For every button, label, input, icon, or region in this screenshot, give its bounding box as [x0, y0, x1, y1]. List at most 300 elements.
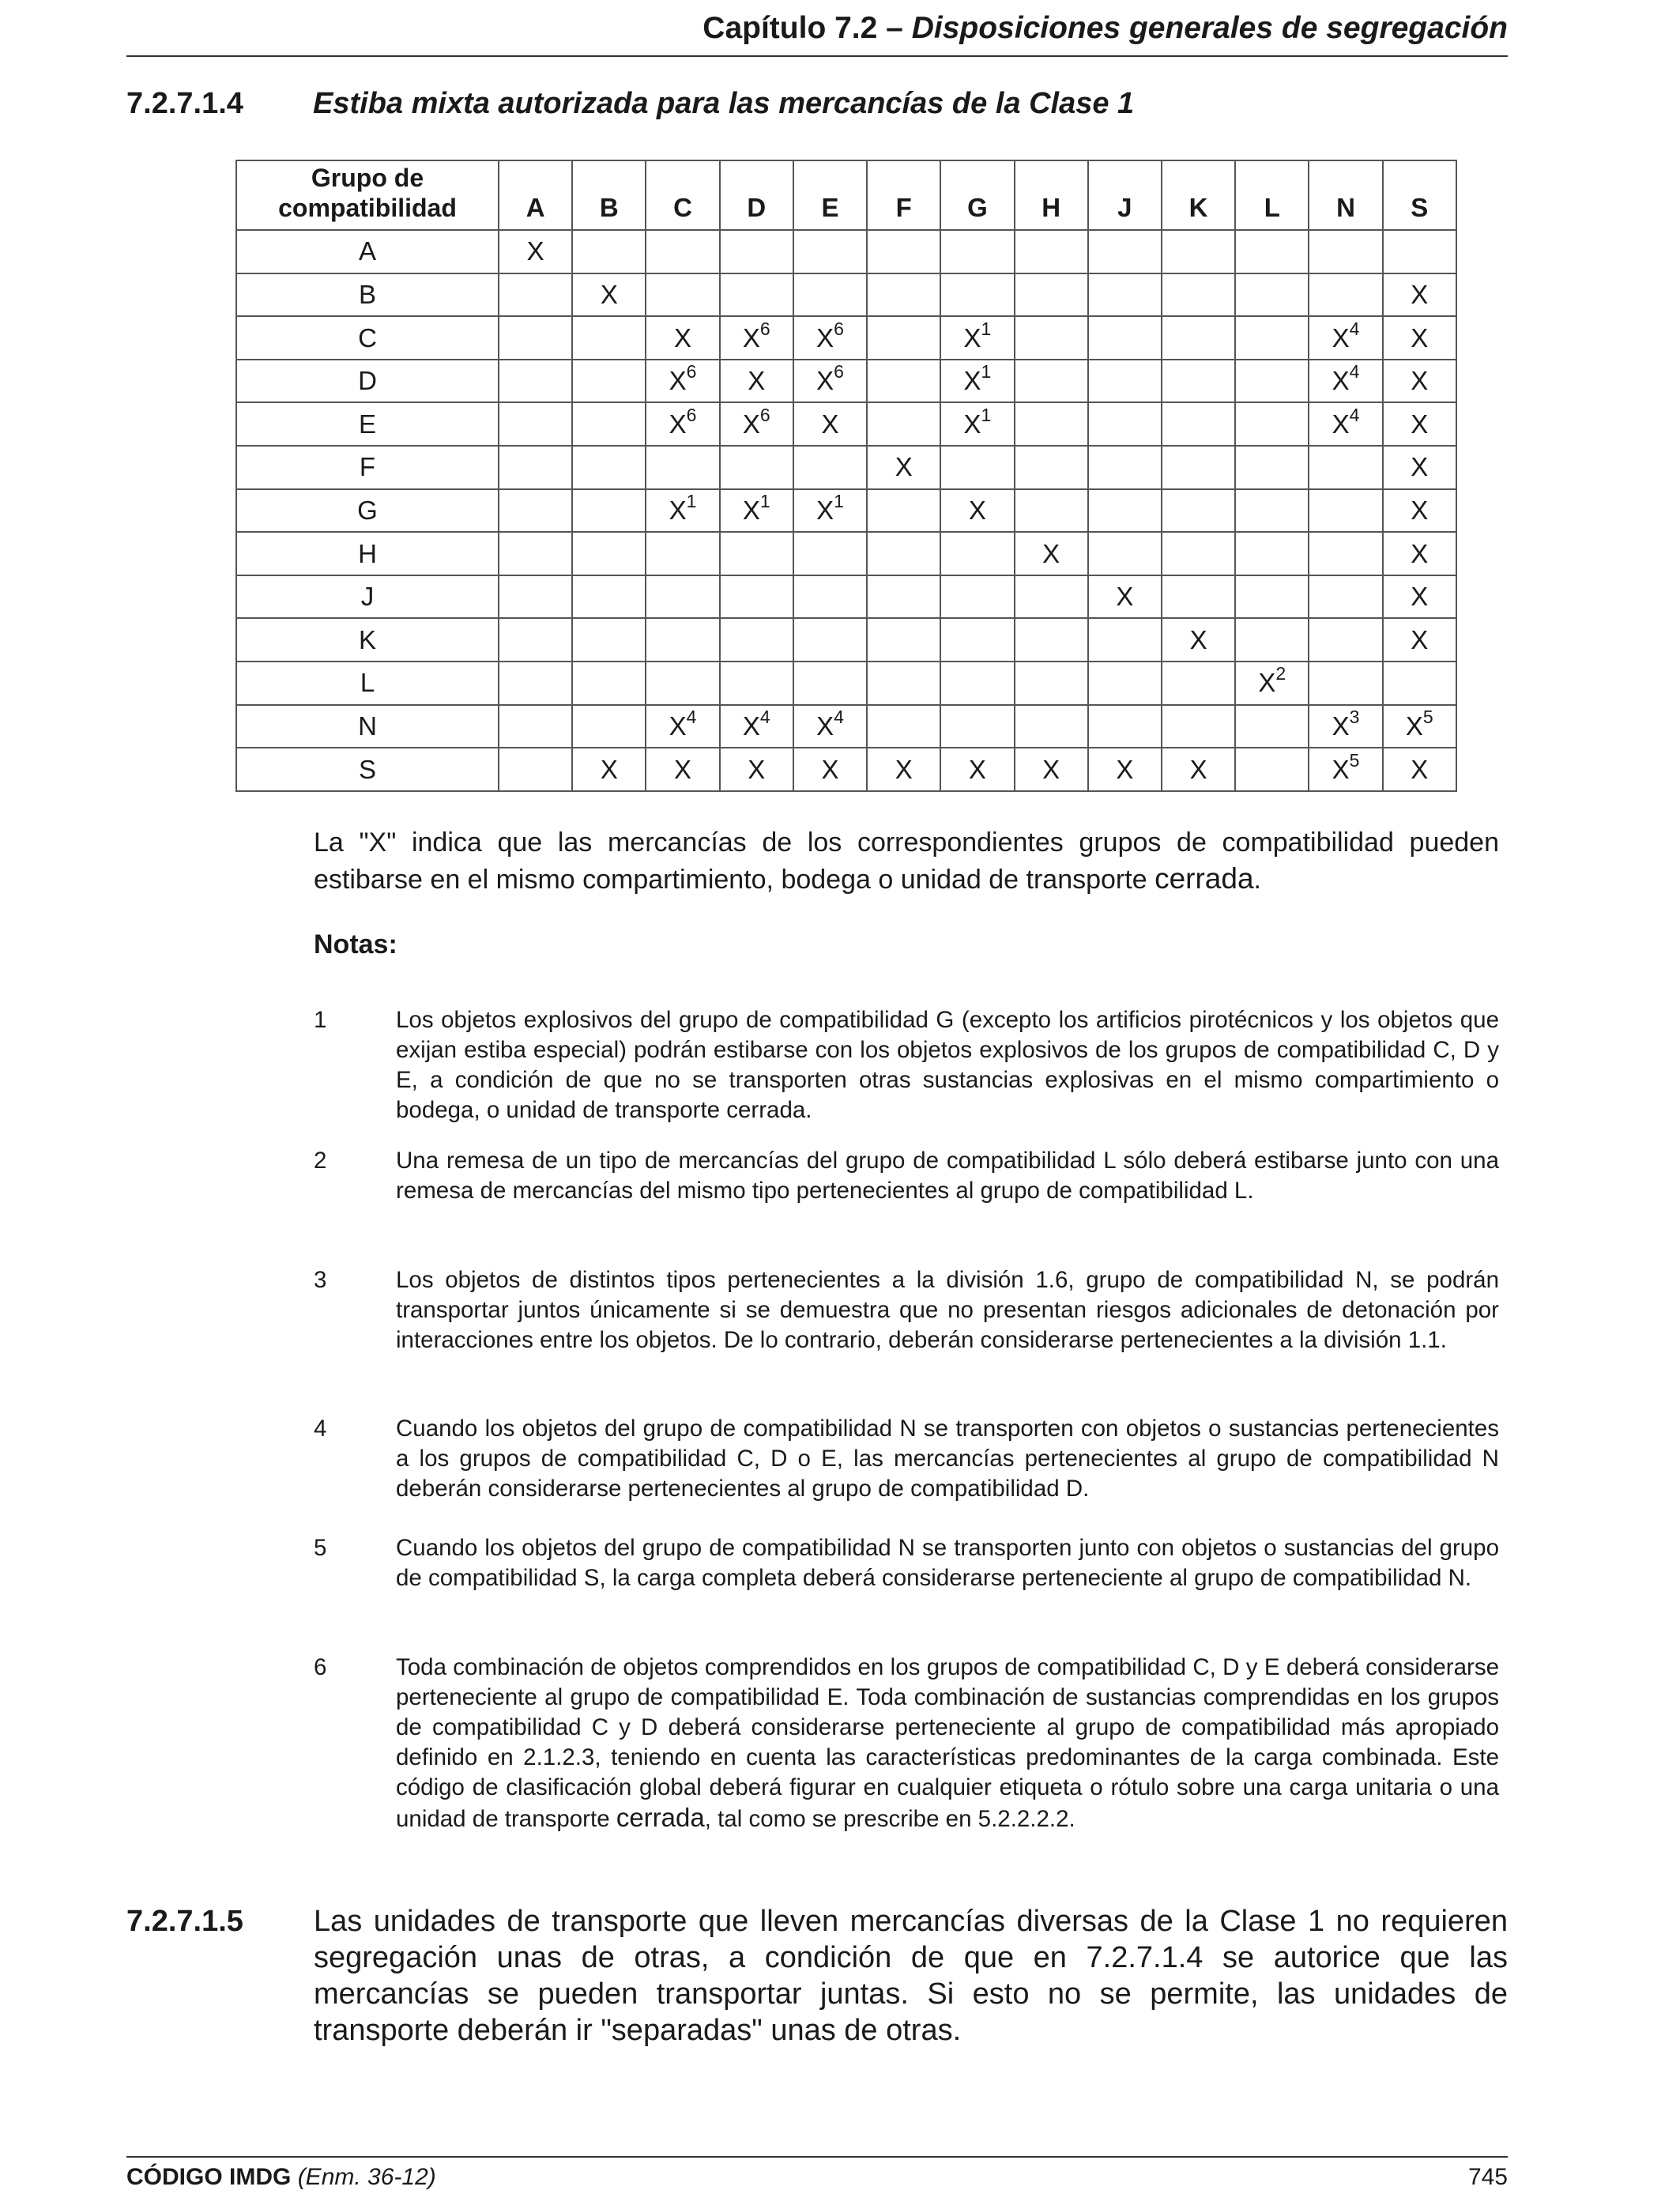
cell-note-ref: 6: [759, 318, 770, 339]
table-cell: [793, 360, 867, 403]
table-cell: [940, 705, 1014, 748]
table-header-row: [236, 160, 1456, 230]
table-cell: [940, 230, 1014, 273]
cell-note-ref: 5: [1349, 749, 1360, 771]
column-header: A: [499, 160, 572, 230]
table-cell: [1309, 446, 1382, 489]
cell-note-ref: 6: [759, 404, 770, 425]
table-cell: [867, 402, 940, 446]
table-cell: [1015, 748, 1088, 791]
table-cell: [1015, 402, 1088, 446]
table-cell: [1015, 575, 1088, 619]
table-row: [236, 618, 1456, 662]
cell-note-ref: 1: [686, 490, 697, 511]
cell-mark: X: [674, 754, 692, 784]
table-cell: [646, 532, 719, 575]
table-cell: [1309, 402, 1382, 446]
table-cell: [1088, 446, 1162, 489]
table-cell: [1383, 402, 1456, 446]
table-cell: [1235, 489, 1309, 533]
section-number: 7.2.7.1.4: [126, 87, 243, 120]
cell-note-ref: 1: [759, 490, 770, 511]
note-text: Una remesa de un tipo de mercancías del grupo de compatibilidad L sólo deberá estibarse junto con una remesa de mercancías del mismo tipo pertenecientes al grupo de compatibilidad L.: [396, 1148, 1499, 1204]
table-cell: [793, 618, 867, 662]
row-label: K: [236, 618, 499, 662]
cell-note-ref: 6: [686, 361, 697, 383]
cell-mark: X: [816, 711, 834, 741]
table-cell: [1235, 360, 1309, 403]
row-label: H: [236, 532, 499, 575]
column-header: H: [1015, 160, 1088, 230]
table-cell: [793, 273, 867, 317]
table-cell: [646, 273, 719, 317]
table-cell: [1015, 662, 1088, 705]
note-text: Los objetos explosivos del grupo de compatibilidad G (excepto los artificios pirotécnicos y los objetos que exijan estiba especial) podrán estibarse con los objetos explosivos de los grupos de compatibilidad C, D y E, a condición de que no se transporten otras sustancias explosivas en el mismo compartimiento o bodega, o unidad de transporte cerrada.: [396, 1007, 1499, 1123]
footer-left: [126, 2164, 436, 2190]
table-cell: [1088, 532, 1162, 575]
table-cell: [720, 532, 793, 575]
table-cell: [1162, 662, 1235, 705]
table-row: [236, 402, 1456, 446]
cell-mark: X: [1411, 495, 1429, 525]
table-cell: [1162, 230, 1235, 273]
cell-mark: X: [963, 322, 981, 352]
table-cell: [1162, 532, 1235, 575]
note-3: [314, 1265, 1499, 1355]
table-cell: [720, 705, 793, 748]
cell-mark: X: [748, 366, 766, 396]
note-5: [314, 1533, 1499, 1593]
table-cell: [1309, 230, 1382, 273]
table-cell: [1088, 705, 1162, 748]
table-cell: [1162, 489, 1235, 533]
table-cell: [1088, 273, 1162, 317]
table-cell: [940, 446, 1014, 489]
column-header: J: [1088, 160, 1162, 230]
table-cell: [940, 748, 1014, 791]
row-label: L: [236, 662, 499, 705]
cell-mark: X: [963, 366, 981, 396]
table-cell: [940, 402, 1014, 446]
cell-mark: X: [1332, 322, 1350, 352]
table-cell: [940, 273, 1014, 317]
table-cell: [572, 316, 646, 360]
table-cell: [499, 532, 572, 575]
note-1: [314, 1005, 1499, 1125]
table-cell: [1309, 532, 1382, 575]
cell-mark: X: [821, 754, 839, 784]
table-cell: [646, 748, 719, 791]
table-cell: [1015, 618, 1088, 662]
table-cell: [1162, 618, 1235, 662]
table-cell: [499, 575, 572, 619]
cell-mark: X: [1332, 711, 1350, 741]
table-cell: [867, 705, 940, 748]
note-text: Los objetos de distintos tipos pertenecientes a la división 1.6, grupo de compatibilidad N, se podrán transportar juntos únicamente si se demuestra que no presentan riesgos adicionales de detonación por interacciones entre los objetos. De lo contrario, deberán considerarse pertenecientes a la división 1.1.: [396, 1267, 1499, 1353]
table-cell: [1383, 273, 1456, 317]
table-cell: [1162, 360, 1235, 403]
table-cell: [940, 532, 1014, 575]
table-cell: [499, 748, 572, 791]
cell-mark: X: [669, 366, 687, 396]
table-cell: [793, 316, 867, 360]
table-cell: [720, 230, 793, 273]
table-cell: [572, 273, 646, 317]
table-cell: [572, 575, 646, 619]
table-row: [236, 532, 1456, 575]
row-label: B: [236, 273, 499, 317]
row-label: E: [236, 402, 499, 446]
note-6-text: Toda combinación de objetos comprendidos en los grupos de compatibilidad C, D y E deberá considerarse perteneciente al grupo de compatibilidad E. Toda combinación de sustancias comprendidas en los grupos de compatibilidad C y D deberá considerarse perteneciente al grupo de compatibilidad más apropiado definido en 2.1.2.3, teniendo en cuenta las características predominantes de la carga combinada. Este código de clasificación global deberá figurar en cualquier etiqueta o rótulo sobre una carga unitaria o una unidad de transporte: [396, 1654, 1499, 1832]
cell-mark: X: [600, 279, 618, 309]
note-6: [314, 1653, 1499, 1834]
table-cell: [1235, 402, 1309, 446]
notes-title: Notas:: [314, 929, 397, 959]
cell-note-ref: 3: [1349, 707, 1360, 727]
table-cell: [793, 705, 867, 748]
table-cell: [867, 230, 940, 273]
cell-mark: X: [742, 711, 760, 741]
cell-mark: X: [816, 495, 834, 525]
table-cell: [572, 705, 646, 748]
table-cell: [499, 316, 572, 360]
table-cell: [1383, 316, 1456, 360]
cell-mark: X: [669, 409, 687, 439]
cell-mark: X: [1332, 409, 1350, 439]
column-header: N: [1309, 160, 1382, 230]
table-cell: [867, 446, 940, 489]
table-body: [236, 230, 1456, 791]
table-cell: [867, 748, 940, 791]
table-cell: [572, 618, 646, 662]
table-cell: [867, 575, 940, 619]
cell-mark: X: [963, 409, 981, 439]
table-cell: [572, 230, 646, 273]
cell-note-ref: 1: [981, 361, 992, 383]
cell-mark: X: [968, 495, 986, 525]
footer-code: CÓDIGO IMDG: [126, 2164, 292, 2190]
table-cell: [1162, 316, 1235, 360]
table-cell: [1015, 316, 1088, 360]
table-cell: [793, 748, 867, 791]
cell-mark: X: [742, 409, 760, 439]
cell-mark: X: [1411, 754, 1429, 784]
table-cell: [646, 316, 719, 360]
table-cell: [1088, 489, 1162, 533]
table-cell: [1015, 705, 1088, 748]
cell-note-ref: 2: [1275, 663, 1286, 684]
table-row: [236, 705, 1456, 748]
cell-mark: X: [1042, 754, 1060, 784]
table-cell: [646, 489, 719, 533]
table-cell: [1383, 446, 1456, 489]
table-cell: [1235, 230, 1309, 273]
table-cell: [499, 273, 572, 317]
table-cell: [720, 360, 793, 403]
row-label: A: [236, 230, 499, 273]
cell-mark: X: [600, 754, 618, 784]
table-cell: [1309, 662, 1382, 705]
table-cell: [793, 230, 867, 273]
table-cell: [1235, 662, 1309, 705]
table-cell: [867, 273, 940, 317]
chapter-title: Disposiciones generales de segregación: [911, 11, 1508, 45]
column-header: D: [720, 160, 793, 230]
section-heading: [126, 87, 1134, 121]
note-text: Cuando los objetos del grupo de compatibilidad N se transporten con objetos o sustancias pertenecientes a los grupos de compatibilidad C, D o E, las mercancías pertenecientes al grupo de compatibilidad N deberán considerarse pertenecientes al grupo de compatibilidad D.: [396, 1416, 1499, 1502]
table-cell: [940, 316, 1014, 360]
table-cell: [1383, 230, 1456, 273]
table-cell: [720, 489, 793, 533]
column-header: C: [646, 160, 719, 230]
table-cell: [1383, 489, 1456, 533]
cell-mark: X: [1411, 322, 1429, 352]
note-number: 3: [314, 1267, 327, 1293]
table-cell: [1088, 402, 1162, 446]
cell-note-ref: 4: [686, 707, 697, 727]
table-cell: [572, 360, 646, 403]
cell-note-ref: 6: [834, 361, 844, 383]
section-7-2-7-1-5: [126, 1903, 1508, 2049]
table-cell: [646, 705, 719, 748]
compatibility-table: [235, 160, 1457, 792]
cell-note-ref: 1: [981, 318, 992, 339]
table-cell: [1235, 446, 1309, 489]
table-cell: [1162, 575, 1235, 619]
table-cell: [720, 662, 793, 705]
column-header: E: [793, 160, 867, 230]
cell-mark: X: [1116, 582, 1134, 612]
table-cell: [793, 446, 867, 489]
table-cell: [1383, 748, 1456, 791]
cell-mark: X: [1411, 279, 1429, 309]
table-cell: [867, 662, 940, 705]
table-cell: [867, 489, 940, 533]
cell-note-ref: 1: [834, 490, 844, 511]
cell-note-ref: 4: [1349, 318, 1360, 339]
cell-mark: X: [669, 711, 687, 741]
cell-mark: X: [816, 322, 834, 352]
table-cell: [1309, 705, 1382, 748]
table-cell: [1309, 316, 1382, 360]
table-cell: [1015, 446, 1088, 489]
table-cell: [940, 575, 1014, 619]
table-cell: [1383, 705, 1456, 748]
footer-edition: (Enm. 36-12): [297, 2164, 436, 2190]
row-label: C: [236, 316, 499, 360]
cell-note-ref: 6: [686, 404, 697, 425]
table-cell: [572, 489, 646, 533]
table-cell: [572, 446, 646, 489]
table-cell: [1235, 575, 1309, 619]
corner-header: [236, 160, 499, 230]
table-cell: [499, 230, 572, 273]
cell-mark: X: [1189, 624, 1207, 654]
table-cell: [793, 662, 867, 705]
table-cell: [572, 402, 646, 446]
cell-mark: X: [674, 322, 692, 352]
table-row: [236, 489, 1456, 533]
note-number: 2: [314, 1148, 327, 1174]
cell-mark: X: [821, 409, 839, 439]
table-cell: [499, 446, 572, 489]
table-cell: [793, 489, 867, 533]
table-cell: [1309, 360, 1382, 403]
table-cell: [1309, 748, 1382, 791]
chapter-label: Capítulo 7.2 –: [703, 11, 903, 45]
table-cell: [572, 662, 646, 705]
cell-note-ref: 4: [1349, 404, 1360, 425]
column-header: B: [572, 160, 646, 230]
cell-note-ref: 4: [834, 707, 844, 727]
cell-mark: X: [1042, 538, 1060, 568]
section-title: Estiba mixta autorizada para las mercancías de la Clase 1: [313, 87, 1135, 120]
table-cell: [572, 532, 646, 575]
table-cell: [1088, 618, 1162, 662]
table-cell: [646, 360, 719, 403]
cell-mark: X: [1332, 366, 1350, 396]
page-footer: [126, 2156, 1508, 2191]
cell-mark: X: [816, 366, 834, 396]
table-cell: [646, 402, 719, 446]
table-cell: [793, 402, 867, 446]
table-cell: [1088, 662, 1162, 705]
table-cell: [720, 446, 793, 489]
corner-line-2: compatibilidad: [278, 194, 457, 222]
cell-mark: X: [1411, 538, 1429, 568]
table-cell: [1383, 662, 1456, 705]
table-cell: [1088, 748, 1162, 791]
row-label: N: [236, 705, 499, 748]
table-cell: [793, 532, 867, 575]
cell-mark: X: [1411, 582, 1429, 612]
table-cell: [940, 662, 1014, 705]
table-row: [236, 273, 1456, 317]
cell-note-ref: 4: [759, 707, 770, 727]
table-cell: [1235, 618, 1309, 662]
explanation-text: La "X" indica que las mercancías de los correspondientes grupos de compatibilidad pueden estibarse en el mismo compartimiento, bodega o unidad de transporte: [314, 827, 1499, 895]
cell-mark: X: [1411, 366, 1429, 396]
cell-note-ref: 1: [981, 404, 992, 425]
note-6-emphasis: cerrada: [616, 1803, 705, 1832]
explanation-emphasis: cerrada: [1155, 862, 1254, 895]
table-row: [236, 748, 1456, 791]
cell-note-ref: 6: [834, 318, 844, 339]
table-cell: [1015, 273, 1088, 317]
table-cell: [940, 489, 1014, 533]
table-cell: [1383, 575, 1456, 619]
cell-mark: X: [895, 452, 913, 482]
table-cell: [867, 532, 940, 575]
column-header: K: [1162, 160, 1235, 230]
table-cell: [1309, 575, 1382, 619]
note-number: 6: [314, 1654, 327, 1680]
note-4: [314, 1414, 1499, 1504]
table-cell: [720, 618, 793, 662]
table-row: [236, 230, 1456, 273]
cell-mark: X: [1189, 754, 1207, 784]
page-number: 745: [1467, 2164, 1508, 2190]
table-cell: [1088, 316, 1162, 360]
table-cell: [646, 446, 719, 489]
corner-line-1: Grupo de: [311, 164, 424, 192]
table-cell: [1383, 360, 1456, 403]
table-cell: [1015, 532, 1088, 575]
table-cell: [646, 575, 719, 619]
table-cell: [720, 402, 793, 446]
table-cell: [1088, 360, 1162, 403]
table-cell: [1309, 618, 1382, 662]
cell-mark: X: [1411, 409, 1429, 439]
row-label: G: [236, 489, 499, 533]
table-row: [236, 446, 1456, 489]
table-cell: [867, 618, 940, 662]
table-cell: [1235, 748, 1309, 791]
cell-mark: X: [1116, 754, 1134, 784]
table-cell: [1162, 402, 1235, 446]
table-cell: [867, 316, 940, 360]
note-number: 4: [314, 1416, 327, 1442]
table-cell: [499, 662, 572, 705]
cell-mark: X: [1411, 624, 1429, 654]
row-label: J: [236, 575, 499, 619]
table-cell: [720, 748, 793, 791]
cell-mark: X: [895, 754, 913, 784]
column-header: G: [940, 160, 1014, 230]
note-6-end: , tal como se prescribe en 5.2.2.2.2.: [704, 1806, 1075, 1832]
column-header: L: [1235, 160, 1309, 230]
note-number: 1: [314, 1007, 327, 1033]
table-cell: [1015, 360, 1088, 403]
section5-number: 7.2.7.1.5: [126, 1905, 243, 1938]
cell-mark: X: [526, 236, 544, 266]
table-cell: [1309, 273, 1382, 317]
table-cell: [720, 273, 793, 317]
cell-mark: X: [1405, 711, 1423, 741]
table-cell: [1162, 748, 1235, 791]
table-cell: [1162, 273, 1235, 317]
table-row: [236, 360, 1456, 403]
cell-mark: X: [1332, 754, 1350, 784]
table-cell: [867, 360, 940, 403]
cell-mark: X: [748, 754, 766, 784]
column-header: F: [867, 160, 940, 230]
row-label: S: [236, 748, 499, 791]
table-cell: [1015, 489, 1088, 533]
cell-mark: X: [669, 495, 687, 525]
table-cell: [793, 575, 867, 619]
note-text: [396, 1653, 1499, 1834]
table-cell: [646, 618, 719, 662]
table-cell: [1383, 618, 1456, 662]
note-text: Cuando los objetos del grupo de compatibilidad N se transporten junto con objetos o sustancias del grupo de compatibilidad S, la carga completa deberá considerarse perteneciente al grupo de compatibilidad N.: [396, 1535, 1499, 1591]
table-cell: [499, 360, 572, 403]
cell-note-ref: 4: [1349, 361, 1360, 383]
table-cell: [1235, 532, 1309, 575]
cell-mark: X: [968, 754, 986, 784]
cell-mark: X: [1411, 452, 1429, 482]
note-2: [314, 1146, 1499, 1206]
page-header: [126, 11, 1508, 57]
explanation-end: .: [1253, 865, 1261, 895]
table-cell: [1235, 316, 1309, 360]
table-cell: [1235, 705, 1309, 748]
table-cell: [646, 662, 719, 705]
table-cell: [1309, 489, 1382, 533]
table-row: [236, 575, 1456, 619]
table-cell: [499, 489, 572, 533]
table-cell: [1015, 230, 1088, 273]
